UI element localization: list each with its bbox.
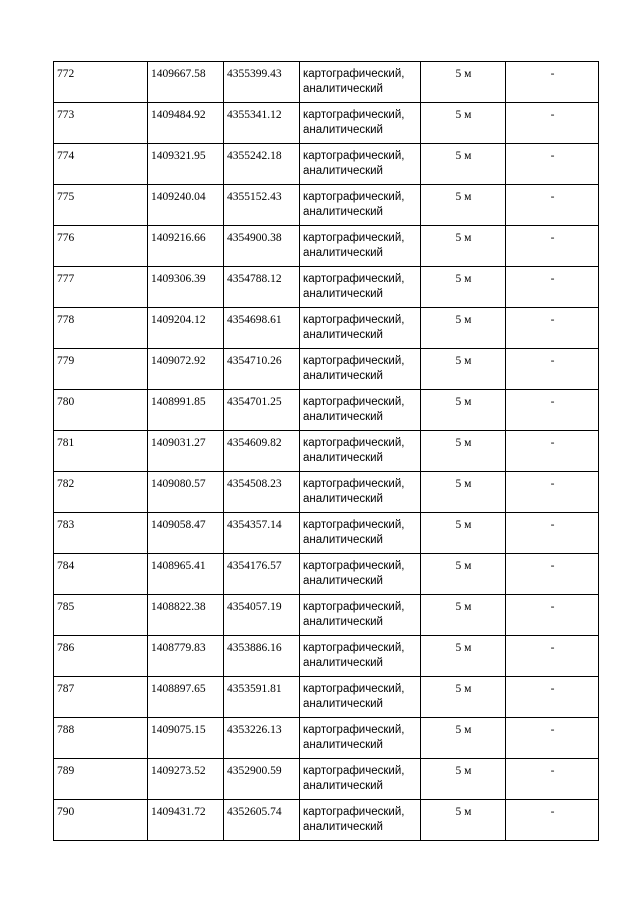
note-cell	[506, 185, 599, 226]
accuracy: 5 м	[455, 232, 472, 244]
note-cell	[506, 349, 599, 390]
method-cell	[300, 554, 421, 595]
note: -	[550, 150, 555, 162]
y-coordinate-cell	[224, 595, 300, 636]
x-coordinate: 1408965.41	[151, 560, 206, 572]
x-coordinate: 1409273.52	[151, 765, 206, 777]
method-cell	[300, 718, 421, 759]
x-coordinate: 1409058.47	[151, 519, 206, 531]
accuracy: 5 м	[455, 642, 472, 654]
y-coordinate: 4354609.82	[227, 437, 282, 449]
method-line-1: картографический,	[303, 724, 405, 736]
accuracy-cell	[421, 595, 506, 636]
method-line-1: картографический,	[303, 478, 405, 490]
x-coordinate: 1409306.39	[151, 273, 206, 285]
x-coordinate-cell	[148, 677, 224, 718]
method-cell	[300, 103, 421, 144]
y-coordinate: 4354176.57	[227, 560, 282, 572]
method-line-2: аналитический	[303, 698, 383, 710]
accuracy: 5 м	[455, 724, 472, 736]
note-cell	[506, 308, 599, 349]
note-cell	[506, 431, 599, 472]
method-line-1: картографический,	[303, 519, 405, 531]
accuracy: 5 м	[455, 396, 472, 408]
note: -	[550, 109, 555, 121]
method-cell	[300, 185, 421, 226]
accuracy: 5 м	[455, 683, 472, 695]
accuracy-cell	[421, 431, 506, 472]
y-coordinate-cell	[224, 472, 300, 513]
accuracy-cell	[421, 800, 506, 841]
note: -	[550, 519, 555, 531]
x-coordinate-cell	[148, 800, 224, 841]
y-coordinate-cell	[224, 144, 300, 185]
x-coordinate: 1408991.85	[151, 396, 206, 408]
point-number-cell	[54, 185, 148, 226]
y-coordinate: 4353886.16	[227, 642, 282, 654]
note: -	[550, 355, 555, 367]
note: -	[550, 396, 555, 408]
method-line-2: аналитический	[303, 288, 383, 300]
note-cell	[506, 513, 599, 554]
point-number: 788	[57, 724, 75, 736]
y-coordinate: 4354900.38	[227, 232, 282, 244]
note: -	[550, 601, 555, 613]
point-number-cell	[54, 718, 148, 759]
table-row	[54, 800, 599, 841]
note: -	[550, 642, 555, 654]
note-cell	[506, 472, 599, 513]
point-number-cell	[54, 390, 148, 431]
note: -	[550, 232, 555, 244]
y-coordinate: 4354701.25	[227, 396, 282, 408]
point-number: 781	[57, 437, 75, 449]
point-number: 775	[57, 191, 75, 203]
note-cell	[506, 226, 599, 267]
point-number-cell	[54, 349, 148, 390]
method-line-1: картографический,	[303, 232, 405, 244]
method-cell	[300, 62, 421, 103]
note-cell	[506, 103, 599, 144]
x-coordinate-cell	[148, 718, 224, 759]
x-coordinate: 1408822.38	[151, 601, 206, 613]
y-coordinate: 4355399.43	[227, 68, 282, 80]
accuracy: 5 м	[455, 519, 472, 531]
method-line-2: аналитический	[303, 247, 383, 259]
point-number-cell	[54, 267, 148, 308]
coordinates-table-body	[54, 62, 599, 841]
x-coordinate-cell	[148, 144, 224, 185]
y-coordinate-cell	[224, 800, 300, 841]
point-number: 782	[57, 478, 75, 490]
method-line-2: аналитический	[303, 206, 383, 218]
y-coordinate-cell	[224, 636, 300, 677]
accuracy-cell	[421, 267, 506, 308]
x-coordinate-cell	[148, 226, 224, 267]
note-cell	[506, 390, 599, 431]
accuracy-cell	[421, 226, 506, 267]
note-cell	[506, 554, 599, 595]
x-coordinate: 1409431.72	[151, 806, 206, 818]
method-line-1: картографический,	[303, 765, 405, 777]
note-cell	[506, 267, 599, 308]
method-line-2: аналитический	[303, 124, 383, 136]
accuracy-cell	[421, 390, 506, 431]
method-cell	[300, 677, 421, 718]
x-coordinate-cell	[148, 267, 224, 308]
method-line-2: аналитический	[303, 821, 383, 833]
y-coordinate-cell	[224, 226, 300, 267]
method-line-2: аналитический	[303, 534, 383, 546]
accuracy-cell	[421, 144, 506, 185]
x-coordinate: 1409216.66	[151, 232, 206, 244]
y-coordinate-cell	[224, 349, 300, 390]
table-row	[54, 62, 599, 103]
x-coordinate: 1409080.57	[151, 478, 206, 490]
note: -	[550, 724, 555, 736]
note: -	[550, 68, 555, 80]
method-line-1: картографический,	[303, 355, 405, 367]
method-line-1: картографический,	[303, 437, 405, 449]
table-row	[54, 267, 599, 308]
accuracy: 5 м	[455, 601, 472, 613]
point-number-cell	[54, 472, 148, 513]
point-number: 790	[57, 806, 75, 818]
accuracy-cell	[421, 103, 506, 144]
point-number-cell	[54, 62, 148, 103]
y-coordinate: 4355242.18	[227, 150, 282, 162]
note: -	[550, 806, 555, 818]
accuracy: 5 м	[455, 437, 472, 449]
point-number: 774	[57, 150, 75, 162]
table-row	[54, 759, 599, 800]
method-cell	[300, 308, 421, 349]
point-number: 776	[57, 232, 75, 244]
point-number-cell	[54, 759, 148, 800]
method-cell	[300, 513, 421, 554]
y-coordinate: 4354788.12	[227, 273, 282, 285]
x-coordinate-cell	[148, 308, 224, 349]
accuracy-cell	[421, 513, 506, 554]
point-number-cell	[54, 431, 148, 472]
y-coordinate-cell	[224, 390, 300, 431]
x-coordinate: 1409075.15	[151, 724, 206, 736]
point-number: 777	[57, 273, 75, 285]
y-coordinate: 4354508.23	[227, 478, 282, 490]
accuracy: 5 м	[455, 150, 472, 162]
y-coordinate-cell	[224, 677, 300, 718]
y-coordinate-cell	[224, 267, 300, 308]
table-row	[54, 595, 599, 636]
x-coordinate-cell	[148, 390, 224, 431]
point-number: 785	[57, 601, 75, 613]
y-coordinate-cell	[224, 554, 300, 595]
method-cell	[300, 636, 421, 677]
x-coordinate-cell	[148, 349, 224, 390]
note: -	[550, 191, 555, 203]
method-line-2: аналитический	[303, 411, 383, 423]
note-cell	[506, 800, 599, 841]
accuracy: 5 м	[455, 478, 472, 490]
x-coordinate: 1409667.58	[151, 68, 206, 80]
accuracy-cell	[421, 554, 506, 595]
y-coordinate: 4354698.61	[227, 314, 282, 326]
x-coordinate: 1409031.27	[151, 437, 206, 449]
method-line-1: картографический,	[303, 150, 405, 162]
y-coordinate-cell	[224, 718, 300, 759]
x-coordinate: 1409321.95	[151, 150, 206, 162]
point-number: 772	[57, 68, 75, 80]
accuracy-cell	[421, 62, 506, 103]
point-number-cell	[54, 144, 148, 185]
note-cell	[506, 718, 599, 759]
method-line-1: картографический,	[303, 642, 405, 654]
table-row	[54, 431, 599, 472]
accuracy: 5 м	[455, 765, 472, 777]
point-number: 773	[57, 109, 75, 121]
table-row	[54, 103, 599, 144]
accuracy-cell	[421, 677, 506, 718]
x-coordinate-cell	[148, 759, 224, 800]
y-coordinate-cell	[224, 431, 300, 472]
accuracy: 5 м	[455, 355, 472, 367]
x-coordinate-cell	[148, 185, 224, 226]
method-line-1: картографический,	[303, 683, 405, 695]
y-coordinate-cell	[224, 62, 300, 103]
table-row	[54, 472, 599, 513]
point-number: 779	[57, 355, 75, 367]
y-coordinate: 4352605.74	[227, 806, 282, 818]
point-number-cell	[54, 677, 148, 718]
accuracy: 5 м	[455, 273, 472, 285]
y-coordinate: 4352900.59	[227, 765, 282, 777]
method-cell	[300, 595, 421, 636]
x-coordinate: 1409204.12	[151, 314, 206, 326]
y-coordinate: 4354357.14	[227, 519, 282, 531]
table-row	[54, 554, 599, 595]
y-coordinate: 4353226.13	[227, 724, 282, 736]
x-coordinate-cell	[148, 513, 224, 554]
note-cell	[506, 144, 599, 185]
method-cell	[300, 226, 421, 267]
accuracy-cell	[421, 472, 506, 513]
note-cell	[506, 636, 599, 677]
y-coordinate: 4355152.43	[227, 191, 282, 203]
point-number: 778	[57, 314, 75, 326]
note: -	[550, 314, 555, 326]
method-line-2: аналитический	[303, 739, 383, 751]
table-row	[54, 390, 599, 431]
x-coordinate: 1409240.04	[151, 191, 206, 203]
point-number: 783	[57, 519, 75, 531]
method-cell	[300, 267, 421, 308]
method-line-1: картографический,	[303, 806, 405, 818]
y-coordinate: 4355341.12	[227, 109, 282, 121]
accuracy-cell	[421, 759, 506, 800]
method-cell	[300, 431, 421, 472]
accuracy-cell	[421, 308, 506, 349]
point-number: 784	[57, 560, 75, 572]
accuracy: 5 м	[455, 560, 472, 572]
x-coordinate-cell	[148, 103, 224, 144]
method-line-1: картографический,	[303, 109, 405, 121]
x-coordinate: 1409072.92	[151, 355, 206, 367]
accuracy-cell	[421, 185, 506, 226]
accuracy-cell	[421, 636, 506, 677]
method-line-2: аналитический	[303, 329, 383, 341]
point-number-cell	[54, 513, 148, 554]
x-coordinate: 1408897.65	[151, 683, 206, 695]
method-line-2: аналитический	[303, 575, 383, 587]
method-line-1: картографический,	[303, 191, 405, 203]
table-row	[54, 718, 599, 759]
point-number-cell	[54, 308, 148, 349]
method-cell	[300, 144, 421, 185]
note: -	[550, 765, 555, 777]
point-number: 786	[57, 642, 75, 654]
table-row	[54, 513, 599, 554]
accuracy: 5 м	[455, 68, 472, 80]
y-coordinate: 4354057.19	[227, 601, 282, 613]
note: -	[550, 683, 555, 695]
accuracy: 5 м	[455, 314, 472, 326]
table-row	[54, 144, 599, 185]
y-coordinate-cell	[224, 759, 300, 800]
method-cell	[300, 472, 421, 513]
method-line-2: аналитический	[303, 83, 383, 95]
x-coordinate-cell	[148, 431, 224, 472]
method-line-2: аналитический	[303, 616, 383, 628]
note: -	[550, 560, 555, 572]
method-line-2: аналитический	[303, 165, 383, 177]
note: -	[550, 273, 555, 285]
method-cell	[300, 800, 421, 841]
accuracy: 5 м	[455, 191, 472, 203]
y-coordinate-cell	[224, 185, 300, 226]
method-line-1: картографический,	[303, 396, 405, 408]
method-line-1: картографический,	[303, 68, 405, 80]
method-line-1: картографический,	[303, 560, 405, 572]
method-line-2: аналитический	[303, 370, 383, 382]
x-coordinate-cell	[148, 636, 224, 677]
note-cell	[506, 62, 599, 103]
note-cell	[506, 677, 599, 718]
point-number: 780	[57, 396, 75, 408]
table-row	[54, 349, 599, 390]
y-coordinate: 4354710.26	[227, 355, 282, 367]
note-cell	[506, 759, 599, 800]
accuracy-cell	[421, 349, 506, 390]
method-line-1: картографический,	[303, 273, 405, 285]
point-number-cell	[54, 226, 148, 267]
point-number-cell	[54, 103, 148, 144]
x-coordinate-cell	[148, 595, 224, 636]
y-coordinate-cell	[224, 513, 300, 554]
x-coordinate: 1408779.83	[151, 642, 206, 654]
y-coordinate-cell	[224, 308, 300, 349]
note-cell	[506, 595, 599, 636]
method-line-1: картографический,	[303, 601, 405, 613]
note: -	[550, 478, 555, 490]
accuracy-cell	[421, 718, 506, 759]
method-cell	[300, 390, 421, 431]
table-row	[54, 185, 599, 226]
x-coordinate-cell	[148, 554, 224, 595]
y-coordinate-cell	[224, 103, 300, 144]
method-cell	[300, 759, 421, 800]
x-coordinate-cell	[148, 62, 224, 103]
table-row	[54, 636, 599, 677]
x-coordinate-cell	[148, 472, 224, 513]
table-row	[54, 677, 599, 718]
method-cell	[300, 349, 421, 390]
point-number-cell	[54, 554, 148, 595]
accuracy: 5 м	[455, 806, 472, 818]
table-row	[54, 226, 599, 267]
coordinates-table	[53, 61, 599, 841]
method-line-2: аналитический	[303, 780, 383, 792]
point-number: 789	[57, 765, 75, 777]
point-number-cell	[54, 636, 148, 677]
x-coordinate: 1409484.92	[151, 109, 206, 121]
y-coordinate: 4353591.81	[227, 683, 282, 695]
method-line-2: аналитический	[303, 493, 383, 505]
point-number-cell	[54, 800, 148, 841]
point-number-cell	[54, 595, 148, 636]
accuracy: 5 м	[455, 109, 472, 121]
method-line-2: аналитический	[303, 657, 383, 669]
method-line-2: аналитический	[303, 452, 383, 464]
method-line-1: картографический,	[303, 314, 405, 326]
table-row	[54, 308, 599, 349]
note: -	[550, 437, 555, 449]
point-number: 787	[57, 683, 75, 695]
